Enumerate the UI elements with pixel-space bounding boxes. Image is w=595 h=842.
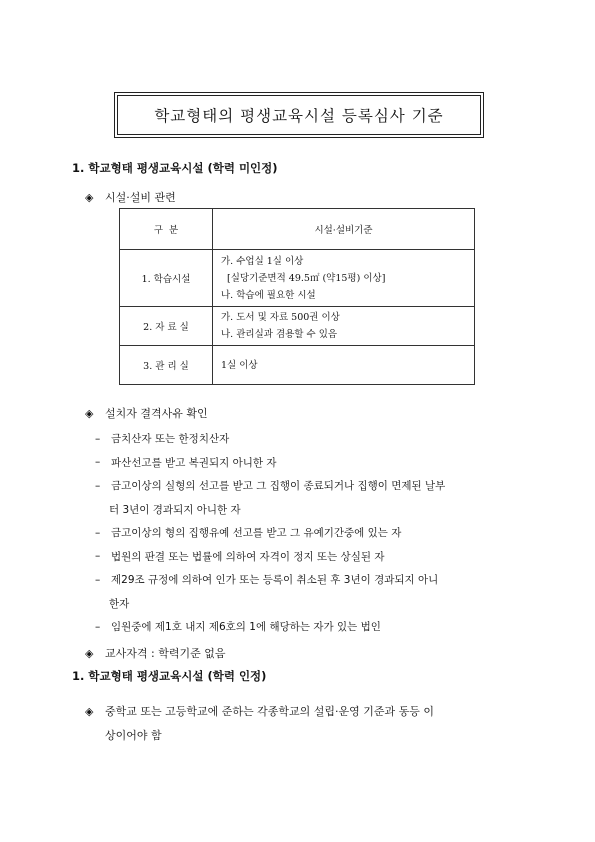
row-standard [213,250,475,307]
section2-paragraph [85,700,525,748]
list-item-text: 임원중에 제1호 내지 제6호의 1에 해당하는 자가 있는 법인 [111,621,381,634]
list-item [95,545,445,569]
list-item-text: 금치산자 또는 한정치산자 [111,433,230,446]
list-item-text: 금고이상의 형의 집행유예 선고를 받고 그 유예기간중에 있는 자 [111,527,402,540]
diamond-bullet-icon: ◈ [85,406,94,420]
table-header-row [120,209,475,250]
table-row [120,307,475,346]
disqualification-label [85,405,208,421]
dash-bullet: – [95,526,101,539]
dash-bullet: – [95,479,101,492]
row-category: 3. 관 리 실 [120,346,213,385]
facilities-label-text: 시설·설비 관련 [105,191,176,204]
standard-line: 나. 학습에 필요한 시설 [221,289,316,301]
facilities-label [85,189,176,205]
section2-line2: 상이어야 함 [105,729,162,742]
header-category: 구 분 [120,209,213,250]
dash-bullet: – [95,550,101,563]
standard-line: 가. 도서 및 자료 500권 이상 [221,312,340,323]
dash-bullet: – [95,620,101,633]
section2-line [85,700,525,724]
row-standard [213,346,475,385]
diamond-bullet-icon: ◈ [85,705,94,718]
list-item [95,451,445,475]
list-item [95,568,445,592]
diamond-bullet-icon: ◈ [85,646,94,660]
section1-heading: 1. 학교형태 평생교육시설 (학력 미인정) [72,161,278,175]
list-item-continuation: 터 3년이 경과되지 아니한 자 [109,503,241,516]
list-item-text: 금고이상의 실형의 선고를 받고 그 집행이 종료되거나 집행이 면제된 날부 [111,480,446,493]
standard-line: 가. 수업실 1실 이상 [221,255,304,267]
dash-bullet: – [95,432,101,445]
section2-heading: 1. 학교형태 평생교육시설 (학력 인정) [72,669,267,683]
table-row [120,346,475,385]
list-item [95,521,445,545]
list-item [95,474,445,498]
list-item-text: 파산선고를 받고 복권되지 아니한 자 [111,456,277,469]
standard-line: 1실 이상 [221,359,258,371]
list-item-continuation: 한자 [109,597,130,610]
dash-bullet: – [95,573,101,586]
teacher-qualification-text: 교사자격 : 학력기준 없음 [105,647,226,660]
teacher-qualification [85,645,225,661]
row-standard [213,307,475,346]
standard-line: [실당기준면적 49.5㎡ (약15평) 이상] [227,272,386,284]
disqualification-label-text: 설치자 결격사유 확인 [105,407,208,420]
list-item-text: 제29조 규정에 의하여 인가 또는 등록이 취소된 후 3년이 경과되지 아니 [111,574,439,587]
row-category: 2. 자 료 실 [120,307,213,346]
list-item-text: 법원의 판결 또는 법률에 의하여 자격이 정지 또는 상실된 자 [111,550,385,563]
diamond-bullet-icon: ◈ [85,190,94,204]
table-row [120,250,475,307]
document-title-text: 학교형태의 평생교육시설 등록심사 기준 [154,107,444,125]
row-category: 1. 학습시설 [120,250,213,307]
list-item [95,615,445,639]
disqualification-list [95,427,445,639]
section2-line1: 중학교 또는 고등학교에 준하는 각종학교의 설립·운영 기준과 동등 이 [105,705,434,718]
document-title [117,95,481,135]
dash-bullet: – [95,456,101,469]
standard-line: 나. 관리실과 겸용할 수 있음 [221,329,338,340]
header-standard: 시설·설비기준 [213,209,475,250]
facility-standards-table [119,208,475,385]
list-item [95,427,445,451]
